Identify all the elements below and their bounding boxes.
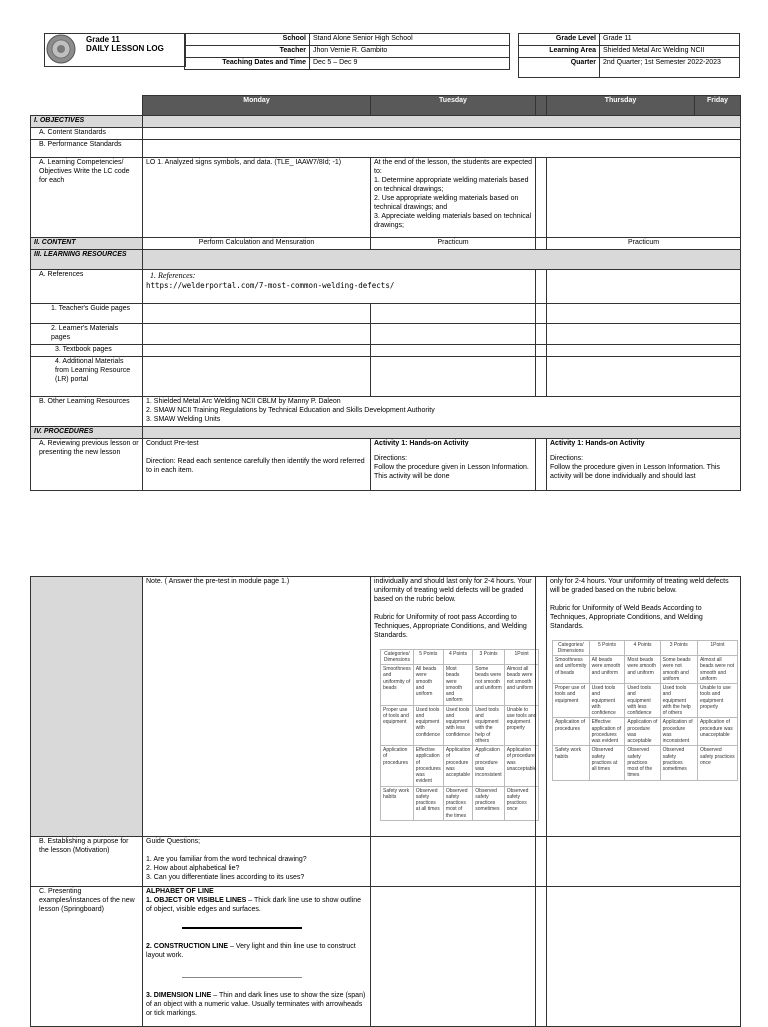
line-item-1 (146, 897, 367, 915)
content-tuesday: Practicum (371, 237, 536, 249)
learners-materials-label: 2. Learner's Materials pages (31, 323, 143, 344)
rubric-thursday-cell: Application of procedures (553, 718, 590, 746)
content-thursday: Practicum (547, 237, 741, 249)
rubric-thursday-cell: Used tools and equipment with confidence (589, 684, 625, 718)
rubric-intro-thursday: only for 2-4 hours. Your uniformity of treating weld defects will be graded based on the rubric below. Rubric for Uniformity of Weld Beads According to Techniques, Appropriate Conditions, and Welding Standards. (550, 578, 729, 630)
rubric-tuesday-cell: Used tools and equipment with confidence (413, 705, 443, 746)
rubric-tuesday-cell: Application of procedure was acceptable (443, 746, 472, 787)
learning-area-value: Shielded Metal Arc Welding NCII (600, 45, 740, 57)
objectives-heading: I. OBJECTIVES (31, 116, 143, 128)
reviewing-monday: Conduct Pre-test Direction: Read each sentence carefully then identify the word referred to in each item. (143, 438, 371, 490)
alphabet-of-line-title: ALPHABET OF LINE (146, 888, 214, 895)
activity-directions-thursday: Directions: Follow the procedure given in Lesson Information. This activity will be done individually and should last (550, 454, 720, 480)
rubric-thursday-cell: Used tools and equipment with less confidence (625, 684, 660, 718)
objectives-monday: LO 1. Analyzed signs symbols, and data. (TLE_ IAAW7/8Id; -1) (143, 157, 371, 237)
grade-level-value: Grade 11 (600, 34, 740, 46)
rubric-tuesday-cell: 4 Points (443, 649, 472, 665)
rubric-table-tuesday (380, 649, 539, 821)
rubric-thursday-cell: 5 Points (589, 640, 625, 656)
construction-line-sample (182, 977, 302, 978)
quarter-value: 2nd Quarter; 1st Semester 2022-2023 (600, 57, 740, 77)
rubric-thursday-cell: Almost all beads were not smooth and uniform (697, 656, 737, 684)
rubric-tuesday-cell: 5 Points (413, 649, 443, 665)
rubric-thursday-cell: Observed safety practices once (697, 746, 737, 780)
rubric-thursday-cell: Effective application of procedures was evident (589, 718, 625, 746)
rubric-thursday-row (553, 640, 738, 656)
rubric-thursday-cell: Observed safety practices most of the times (625, 746, 660, 780)
reviewing-lesson-label: A. Reviewing previous lesson or presenting the new lesson (31, 438, 143, 490)
rubric-thursday-cell: 1Point (697, 640, 737, 656)
line-item-2-head: 2. CONSTRUCTION LINE (146, 942, 229, 950)
rubric-tuesday-cell: All beads were smooth and uniform (413, 665, 443, 706)
rubric-thursday-cell: Smoothness and uniformity of beads (553, 656, 590, 684)
rubric-table-thursday (552, 640, 738, 781)
line-item-1-head: 1. OBJECT OR VISIBLE LINES (146, 896, 247, 904)
line-item-1-text: – Thick dark line use to show outline of object, visible edges and surfaces. (146, 896, 362, 913)
teacher-value: Jhon Vernie R. Gambito (310, 45, 510, 57)
rubric-thursday-cell: 3 Points (660, 640, 697, 656)
rubric-tuesday-cell: Application of procedure was inconsistent (473, 746, 504, 787)
activity-title-tuesday: Activity 1: Hands-on Activity (374, 439, 469, 447)
references-label: A. References (31, 269, 143, 303)
header-middle-table (184, 33, 510, 70)
lesson-table-page-2 (30, 576, 741, 1027)
other-resources-list: 1. Shielded Metal Arc Welding NCII CBLM by Manny P. Daleon 2. SMAW NCII Training Regulations by Technical Education and Skills Development Authority 3. SMAW Welding Units (143, 396, 741, 426)
rubric-thursday-cell: Observed safety practices at all times (589, 746, 625, 780)
day-friday: Friday (695, 96, 741, 116)
activity-directions-tuesday: Directions: Follow the procedure given in Lesson Information. This activity will be done (374, 454, 529, 480)
rubric-thursday-row (553, 684, 738, 718)
rubric-tuesday-cell: Effective application of procedures was evident (413, 746, 443, 787)
day-monday: Monday (143, 96, 371, 116)
rubric-tuesday-row (381, 746, 539, 787)
references-heading: 1. References: (150, 270, 196, 280)
rubric-thursday-cell: Application of procedure was inconsistent (660, 718, 697, 746)
rubric-tuesday-cell: Observed safety practices most of the times (443, 786, 472, 820)
teachers-guide-label: 1. Teacher's Guide pages (31, 303, 143, 323)
rubric-tuesday-cell: Most beads were smooth and uniform (443, 665, 472, 706)
line-item-2 (146, 943, 367, 961)
rubric-thursday-row (553, 746, 738, 780)
other-resources-label: B. Other Learning Resources (31, 396, 143, 426)
rubric-tuesday-cell: Used tools and equipment with less confidence (443, 705, 472, 746)
rubric-tuesday-cell: Some beads were not smooth and uniform (473, 665, 504, 706)
establishing-purpose-label: B. Establishing a purpose for the lesson (Motivation) (31, 837, 143, 887)
rubric-thursday-row (553, 656, 738, 684)
rubric-tuesday-cell: 3 Points (473, 649, 504, 665)
learning-resources-heading: III. LEARNING RESOURCES (31, 249, 143, 269)
rubric-tuesday-row (381, 705, 539, 746)
activity-title-thursday: Activity 1: Hands-on Activity (550, 439, 645, 447)
grade-level-label: Grade Level (519, 34, 600, 46)
guide-questions: Guide Questions; 1. Are you familiar from the word technical drawing? 2. How about alphabetical lie? 3. Can you differentiate lines according to its uses? (143, 837, 371, 887)
lesson-table-page-1 (30, 95, 741, 491)
dates-label: Teaching Dates and Time (185, 57, 310, 69)
rubric-tuesday-cell: Safety work habits (381, 786, 414, 820)
learning-area-label: Learning Area (519, 45, 600, 57)
rubric-thursday-cell: Application of procedure was unacceptable (697, 718, 737, 746)
rubric-tuesday-cell: Unable to use tools and equipment properly (504, 705, 539, 746)
content-heading: II. CONTENT (31, 237, 143, 249)
rubric-tuesday-cell: Application of procedures (381, 746, 414, 787)
performance-standards-label: B. Performance Standards (31, 139, 143, 157)
rubric-thursday-cell: Observed safety practices sometimes (660, 746, 697, 780)
rubric-tuesday-cell: Observed safety practices at all times (413, 786, 443, 820)
line-item-3-head: 3. DIMENSION LINE (146, 991, 212, 999)
line-item-2-text: – Very light and thin line use to construct layout work. (146, 942, 356, 959)
learning-competencies-label: A. Learning Competencies/ Objectives Write the LC code for each (31, 157, 143, 237)
rubric-thursday-cell: All beads were smooth and uniform (589, 656, 625, 684)
rubric-thursday-cell: Categories/ Dimensions (553, 640, 590, 656)
rubric-thursday-cell: 4 Points (625, 640, 660, 656)
additional-materials-label: 4. Additional Materials from Learning Resource (LR) portal (31, 356, 143, 396)
objectives-tuesday: At the end of the lesson, the students are expected to: 1. Determine appropriate welding materials based on technical drawings; 2. Use appropriate welding materials based on technical drawings; and 3. Appreciate welding materials based on technical drawings; (371, 157, 536, 237)
rubric-tuesday-cell: Proper use of tools and equipment (381, 705, 414, 746)
rubric-thursday-cell: Some beads were not smooth and uniform (660, 656, 697, 684)
rubric-tuesday-cell: Observed safety practices sometimes (473, 786, 504, 820)
references-url: https://welderportal.com/7-most-common-welding-defects/ (146, 281, 395, 291)
content-standards-label: A. Content Standards (31, 127, 143, 139)
rubric-thursday-cell: Proper use of tools and equipment (553, 684, 590, 718)
quarter-label: Quarter (519, 57, 600, 77)
rubric-thursday-cell: Most beads were smooth and uniform (625, 656, 660, 684)
rubric-tuesday-row (381, 786, 539, 820)
day-thursday: Thursday (547, 96, 695, 116)
pretest-note: Note. ( Answer the pre-test in module page 1.) (146, 578, 290, 585)
rubric-tuesday-row (381, 665, 539, 706)
rubric-thursday-cell: Used tools and equipment with the help of others (660, 684, 697, 718)
textbook-pages-label: 3. Textbook pages (31, 344, 143, 356)
procedures-heading: IV. PROCEDURES (31, 426, 143, 438)
rubric-thursday-cell: Unable to use tools and equipment properly (697, 684, 737, 718)
rubric-intro-tuesday: individually and should last only for 2-4 hours. Your uniformity of treating weld defects will be graded based on the rubric below. Rubric for Uniformity of root pass According to Techniques, Appropriate Conditions, and Welding Standards. (374, 578, 532, 639)
rubric-tuesday-cell: Smoothness and uniformity of beads (381, 665, 414, 706)
line-item-3-text: – Thin and dark lines use to show the size (span) of an object with a numeric value. Usually terminates with arrowheads or tick markings. (146, 991, 366, 1017)
grade-label: Grade 11 (86, 35, 120, 44)
content-monday: Perform Calculation and Mensuration (143, 237, 371, 249)
deped-seal-icon (46, 34, 76, 64)
school-label: School (185, 34, 310, 46)
teacher-label: Teacher (185, 45, 310, 57)
rubric-thursday-cell: Application of procedure was acceptable (625, 718, 660, 746)
rubric-tuesday-cell: Observed safety practices once (504, 786, 539, 820)
rubric-tuesday-cell: Application of procedure was unacceptable (504, 746, 539, 787)
rubric-thursday-cell: Safety work habits (553, 746, 590, 780)
log-title: DAILY LESSON LOG (86, 44, 164, 53)
header-right-table (518, 33, 740, 78)
day-tuesday: Tuesday (371, 96, 536, 116)
school-value: Stand Alone Senior High School (310, 34, 510, 46)
rubric-tuesday-cell: Categories/ Dimensions (381, 649, 414, 665)
rubric-tuesday-cell: 1Point (504, 649, 539, 665)
rubric-thursday-row (553, 718, 738, 746)
rubric-tuesday-cell: Almost all beads were not smooth and uniform (504, 665, 539, 706)
line-item-3 (146, 992, 367, 1019)
presenting-examples-label: C. Presenting examples/instances of the new lesson (Springboard) (31, 887, 143, 1027)
object-line-sample (182, 927, 302, 929)
dates-value: Dec 5 – Dec 9 (310, 57, 510, 69)
rubric-tuesday-row (381, 649, 539, 665)
rubric-tuesday-cell: Used tools and equipment with the help of others (473, 705, 504, 746)
